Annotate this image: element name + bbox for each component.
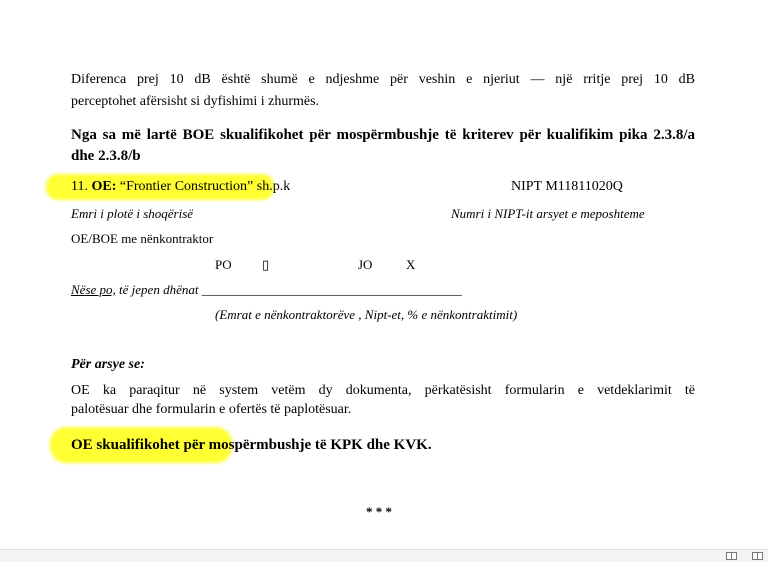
- reasons-line: palotësuar dhe formularin e ofertës të paplotësuar.: [71, 402, 352, 417]
- print-layout-icon[interactable]: [752, 552, 763, 560]
- company-suffix: sh.p.k: [256, 179, 291, 194]
- paragraph-line: Diferenca prej 10 dB është shumë e ndjeshme për veshin e njeriut — një rritje prej 10 dB: [71, 72, 695, 87]
- entry-number: 11.: [71, 179, 88, 194]
- po-label: PO: [215, 257, 232, 272]
- read-mode-icon[interactable]: [726, 552, 737, 560]
- subcontractor-question: OE/BOE me nënkontraktor: [71, 231, 214, 246]
- status-bar: [0, 549, 768, 562]
- jo-label: JO: [358, 257, 373, 272]
- subcontractor-caption: (Emrat e nënkontraktorëve , Nipt-et, % e nënkontraktimit): [215, 307, 518, 322]
- nipt-value: NIPT M11811020Q: [511, 179, 623, 194]
- separator-stars: * * *: [366, 504, 392, 519]
- if-yes-label: Nëse po,: [71, 282, 116, 297]
- oe-label: OE:: [91, 179, 117, 194]
- name-caption: Emri i plotë i shoqërisë: [71, 206, 194, 221]
- conclusion: OE skualifikohet për mospërmbushje të KPK dhe KVK.: [71, 437, 432, 453]
- paragraph-line: perceptohet afërsisht si dyfishimi i zhurmës.: [71, 94, 320, 109]
- section-heading: Nga sa më lartë BOE skualifikohet për mospërmbushje të kriterev për kualifikim pika 2.3.8/a: [71, 127, 695, 143]
- jo-mark[interactable]: X: [406, 257, 416, 272]
- if-yes-rest: të jepen dhënat: [119, 282, 199, 297]
- section-heading: dhe 2.3.8/b: [71, 148, 141, 164]
- company-name: “Frontier Construction”: [119, 179, 254, 194]
- po-checkbox[interactable]: ▯: [262, 257, 270, 272]
- blank-line: ________________________________________: [201, 282, 462, 297]
- reasons-line: OE ka paraqitur në system vetëm dy dokumenta, përkatësisht formularin e vetdeklarimit të: [71, 383, 695, 398]
- reasons-heading: Për arsye se:: [71, 357, 145, 372]
- nipt-caption: Numri i NIPT-it arsyet e meposhteme: [451, 206, 645, 221]
- if-yes-line: [71, 281, 462, 299]
- entry-line: [71, 178, 290, 196]
